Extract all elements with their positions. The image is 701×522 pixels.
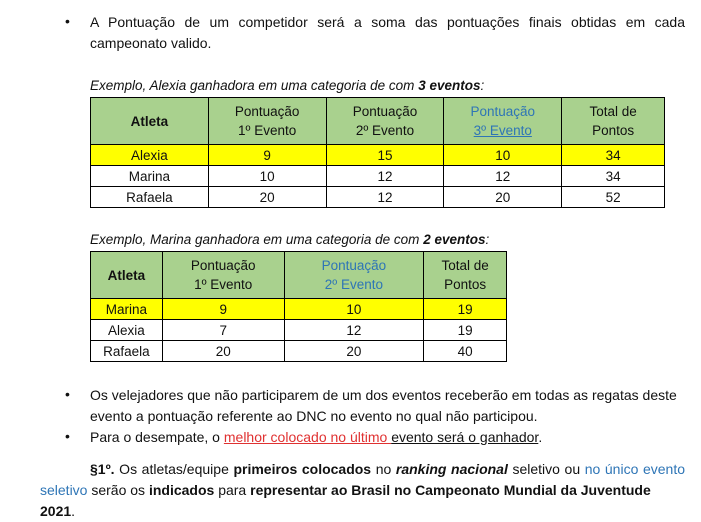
cell-score: 10 — [208, 166, 326, 187]
table-row — [91, 145, 665, 166]
table-row — [91, 320, 507, 341]
header-event-1: Pontuação 1º Evento — [162, 252, 284, 299]
cell-score: 10 — [444, 145, 562, 166]
section-text: Os atletas/equipe — [114, 461, 234, 477]
section-line-1 — [40, 459, 685, 480]
tiebreak-red-text: melhor colocado no último — [223, 429, 392, 445]
cell-score: 9 — [208, 145, 326, 166]
section-period: . — [71, 503, 76, 519]
example2-caption-text: Exemplo, Marina ganhadora em uma categoria de com — [90, 232, 424, 247]
cell-total: 19 — [424, 299, 507, 320]
example1-table — [90, 97, 665, 208]
cell-total: 34 — [562, 166, 665, 187]
section-bold-text: primeiros colocados — [233, 461, 372, 477]
table-row — [91, 187, 665, 208]
cell-score: 20 — [444, 187, 562, 208]
header-total: Total de Pontos — [562, 98, 665, 145]
cell-score: 9 — [162, 299, 284, 320]
cell-score: 7 — [162, 320, 284, 341]
table-header-row — [91, 98, 665, 145]
section-bold-text: indicados — [148, 482, 215, 498]
example1-caption — [90, 78, 484, 93]
intro-line-1: A Pontuação de um competidor será a soma das pontuações finais obtidas em cada — [90, 14, 685, 30]
cell-athlete: Rafaela — [91, 341, 163, 362]
cell-total: 52 — [562, 187, 665, 208]
section-text: serão os — [87, 482, 149, 498]
section-paragraph — [40, 459, 685, 522]
bullet-dnc-line-1: Os velejadores que não participarem de um dos eventos receberão em todas as regatas deste — [90, 387, 677, 403]
bullet-marker: • — [65, 13, 70, 29]
section-number: §1º. — [90, 461, 115, 477]
table-row — [91, 166, 665, 187]
cell-score: 20 — [208, 187, 326, 208]
header-event-2: Pontuação 2º Evento — [326, 98, 444, 145]
tiebreak-underlined-text: evento será o ganhador — [391, 429, 539, 445]
cell-score: 10 — [284, 299, 424, 320]
example2-table — [90, 251, 507, 362]
header-atleta: Atleta — [91, 252, 163, 299]
section-text: seletivo ou — [507, 461, 585, 477]
header-event-3: Pontuação 3º Evento — [444, 98, 562, 145]
header-event-1: Pontuação 1º Evento — [208, 98, 326, 145]
section-bold-italic-text: ranking nacional — [395, 461, 508, 477]
bullet-dnc-paragraph — [90, 385, 685, 427]
section-blue-text: no único evento — [584, 461, 685, 477]
cell-score: 15 — [326, 145, 444, 166]
header-atleta: Atleta — [91, 98, 209, 145]
table-row — [91, 341, 507, 362]
bullet-marker: • — [65, 428, 70, 444]
cell-athlete: Alexia — [91, 320, 163, 341]
section-line-2 — [40, 480, 685, 522]
tiebreak-period: . — [538, 429, 543, 445]
section-blue-text: seletivo — [40, 482, 88, 498]
bullet-tiebreak-paragraph — [90, 427, 542, 448]
cell-athlete: Marina — [91, 166, 209, 187]
bullet-marker: • — [65, 386, 70, 402]
intro-paragraph — [90, 12, 685, 54]
example2-caption-bold: 2 eventos — [423, 232, 486, 247]
cell-total: 34 — [562, 145, 665, 166]
section-text: no — [371, 461, 396, 477]
cell-total: 19 — [424, 320, 507, 341]
example1-caption-text: Exemplo, Alexia ganhadora em uma categoria de com — [90, 78, 419, 93]
cell-total: 40 — [424, 341, 507, 362]
bullet-dnc-line-2: evento a pontuação referente ao DNC no evento no qual não participou. — [90, 408, 538, 424]
cell-score: 12 — [326, 187, 444, 208]
cell-score: 12 — [444, 166, 562, 187]
cell-athlete: Marina — [91, 299, 163, 320]
header-total: Total de Pontos — [424, 252, 507, 299]
cell-score: 20 — [284, 341, 424, 362]
example2-caption-suffix: : — [485, 232, 490, 247]
cell-score: 12 — [326, 166, 444, 187]
cell-athlete: Alexia — [91, 145, 209, 166]
tiebreak-text: Para o desempate, o — [90, 429, 224, 445]
example1-caption-suffix: : — [480, 78, 485, 93]
example2-caption — [90, 232, 489, 247]
table-header-row — [91, 252, 507, 299]
cell-score: 20 — [162, 341, 284, 362]
example1-caption-bold: 3 eventos — [418, 78, 481, 93]
cell-score: 12 — [284, 320, 424, 341]
section-text: para — [214, 482, 251, 498]
header-event-2: Pontuação 2º Evento — [284, 252, 424, 299]
table-row — [91, 299, 507, 320]
intro-line-2: campeonato valido. — [90, 35, 212, 51]
section-bold-text: representar ao Brasil no Campeonato Mundial da Juventude 2021 — [40, 482, 651, 519]
cell-athlete: Rafaela — [91, 187, 209, 208]
